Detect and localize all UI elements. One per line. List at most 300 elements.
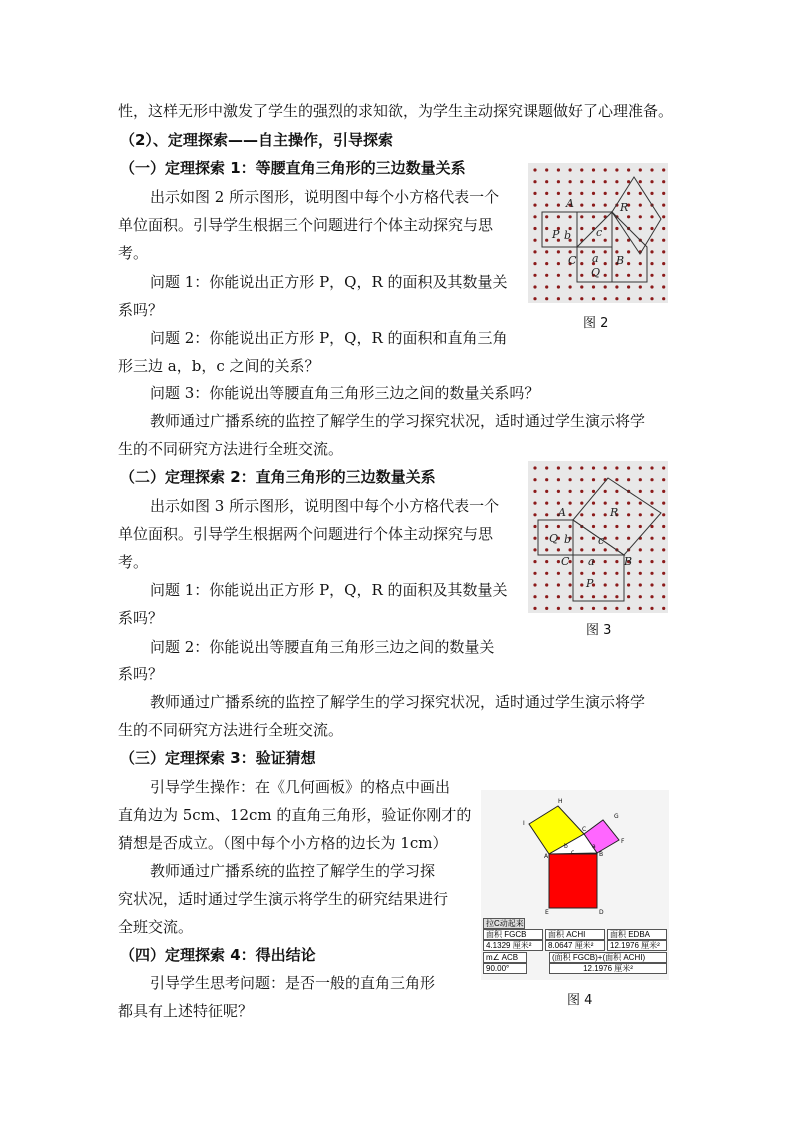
label-H: H [558,798,563,805]
grid-dot [557,250,560,253]
cell-value: 12.1976 厘米² [607,940,667,951]
grid-dot [580,490,583,493]
label-F: F [621,838,625,845]
grid-dot [639,490,642,493]
grid-dot [650,525,653,528]
grid-dot [592,537,595,540]
grid-dot [662,262,665,265]
grid-dot [533,607,536,610]
grid-dot [557,192,560,195]
grid-dot [615,525,618,528]
label-b: b [564,533,572,546]
grid-dot [545,525,548,528]
figure-3 [528,461,668,613]
grid-dot [627,180,630,183]
grid-dot [615,274,618,277]
cell-header: (面积 FGCB)+(面积 ACHI) [549,952,667,963]
grid-dot [569,180,572,183]
grid-dot [627,274,630,277]
cell-header: 面积 ACHI [545,929,605,940]
grid-dot [639,297,642,300]
grid-dot [650,548,653,551]
text-line: 教师通过广播系统的监控了解学生的学习探 [150,862,436,880]
grid-dot [569,285,572,288]
grid-dot [650,583,653,586]
grid-dot [545,239,548,242]
grid-dot [627,262,630,265]
grid-dot [604,168,607,171]
figure-3-grid [528,461,668,613]
section-heading: （2）、定理探索——自主操作，引导探索 [120,131,393,149]
grid-dot [569,490,572,493]
grid-dot [639,168,642,171]
grid-dot [580,297,583,300]
grid-dot [627,466,630,469]
label-R: R [610,506,619,519]
grid-dot [592,513,595,516]
grid-dot [557,548,560,551]
label-B: B [624,555,633,568]
section-heading: （三）定理探索 3：验证猜想 [120,749,316,767]
grid-dot [627,478,630,481]
grid-dot [557,607,560,610]
grid-dot [627,285,630,288]
grid-dot [580,227,583,230]
label-D: D [599,909,604,916]
grid-dot [639,560,642,563]
text-line: 系吗？ [118,609,164,627]
text-line: 问题 2：你能说出正方形 P，Q，R 的面积和直角三角 [150,329,508,347]
measurement-table [483,918,667,978]
label-I: I [523,820,525,827]
label-B: B [599,851,604,858]
grid-dot [545,168,548,171]
grid-dot [569,297,572,300]
grid-dot [650,215,653,218]
grid-dot [627,297,630,300]
grid-dot [650,274,653,277]
grid-dot [604,572,607,575]
grid-dot [545,513,548,516]
label-P: P [552,228,560,241]
cell-value: 90.00° [483,963,527,974]
grid-dot [569,583,572,586]
grid-dot [569,572,572,575]
grid-dot [557,502,560,505]
grid-dot [580,274,583,277]
grid-dot [604,297,607,300]
text-line: 教师通过广播系统的监控了解学生的学习探究状况，适时通过学生演示将学 [150,693,646,711]
label-B: B [616,254,625,267]
grid-dot [604,274,607,277]
grid-dot [592,180,595,183]
grid-dot [604,525,607,528]
label-C: C [568,254,577,267]
grid-dot [604,560,607,563]
grid-dot [650,227,653,230]
grid-dot [627,192,630,195]
grid-dot [650,168,653,171]
grid-dot [580,560,583,563]
grid-dot [580,204,583,207]
grid-dot [533,466,536,469]
grid-dot [604,285,607,288]
grid-dot [650,490,653,493]
grid-dot [545,607,548,610]
grid-dot [604,490,607,493]
grid-dot [639,548,642,551]
label-Q: Q [549,532,559,545]
text-line: 系吗？ [118,301,164,319]
label-A: A [544,853,549,860]
grid-dot [580,192,583,195]
grid-dot [557,490,560,493]
cell-value: 12.1976 厘米² [549,963,667,974]
grid-dot [615,478,618,481]
grid-dot [533,560,536,563]
grid-dot [533,595,536,598]
grid-dot [533,548,536,551]
grid-dot [545,262,548,265]
grid-dot [533,168,536,171]
grid-dot [639,192,642,195]
grid-dot [627,513,630,516]
grid-dot [650,595,653,598]
text-line: 系吗？ [118,665,164,683]
grid-dot [545,478,548,481]
text-line: 问题 2：你能说出等腰直角三角形三边之间的数量关 [150,638,495,656]
grid-dot [639,262,642,265]
figure-4-diagram [481,790,669,920]
text-line: 考。 [118,244,149,262]
square-q-region [612,212,647,282]
figure-3-caption: 图 3 [586,623,612,638]
grid-dot [662,502,665,505]
grid-dot [650,607,653,610]
grid-dot [545,227,548,230]
square-EDBA [549,854,597,908]
grid-dot [627,502,630,505]
grid-dot [627,572,630,575]
grid-dot [533,250,536,253]
grid-dot [569,192,572,195]
grid-dot [557,215,560,218]
grid-dot [533,537,536,540]
grid-dot [615,466,618,469]
grid-dot [615,168,618,171]
cell-value: 4.1329 厘米² [483,940,543,951]
grid-dot [650,513,653,516]
grid-dot [662,168,665,171]
label-A: A [566,197,574,210]
grid-dot [662,525,665,528]
grid-dot [627,215,630,218]
grid-dot [557,595,560,598]
label-R: R [620,201,629,214]
grid-dot [569,607,572,610]
cell-value: 8.0647 厘米² [545,940,605,951]
grid-dot [662,490,665,493]
grid-dot [580,478,583,481]
grid-dot [650,180,653,183]
grid-dot [662,560,665,563]
grid-dot [662,478,665,481]
figure-2 [528,163,668,303]
grid-dot [545,502,548,505]
grid-dot [557,466,560,469]
text-line: 全班交流。 [118,918,194,936]
text-line: 考。 [118,553,149,571]
text-line: 单位面积。引导学生根据三个问题进行个体主动探究与思 [118,216,494,234]
text-line: 直角边为 5cm、12cm 的直角三角形，验证你刚才的 [118,806,472,824]
grid-dot [627,168,630,171]
grid-dot [639,607,642,610]
grid-dot [557,180,560,183]
grid-dot [580,285,583,288]
grid-dot [533,215,536,218]
grid-dot [615,227,618,230]
grid-dot [615,583,618,586]
text-line: 生的不同研究方法进行全班交流。 [118,440,344,458]
text-line: 引导学生思考问题：是否一般的直角三角形 [150,974,436,992]
grid-dot [545,180,548,183]
grid-dot [604,262,607,265]
grid-dot [615,239,618,242]
grid-dot [533,239,536,242]
section-heading: （二）定理探索 2：直角三角形的三边数量关系 [120,468,436,486]
text-line: 出示如图 3 所示图形，说明图中每个小方格代表一个 [150,497,500,515]
grid-dot [557,297,560,300]
grid-dot [580,537,583,540]
grid-dot [557,262,560,265]
text-line: 生的不同研究方法进行全班交流。 [118,721,344,739]
grid-dot [533,180,536,183]
grid-dot [627,525,630,528]
grid-dot [533,274,536,277]
label-b: b [564,843,568,850]
grid-dot [639,572,642,575]
cell-header: 面积 EDBA [607,929,667,940]
label-c: c [571,849,575,856]
grid-dot [592,239,595,242]
grid-dot [650,466,653,469]
grid-dot [569,215,572,218]
grid-dot [545,595,548,598]
grid-dot [604,502,607,505]
text-line: 都具有上述特征呢？ [118,1002,254,1020]
grid-dot [615,490,618,493]
label-P: P [586,577,594,590]
grid-dot [545,297,548,300]
grid-dot [662,250,665,253]
grid-dot [533,285,536,288]
grid-dot [604,250,607,253]
grid-dot [592,502,595,505]
grid-dot [569,513,572,516]
figure-2-grid [528,163,668,303]
figure-2-caption: 图 2 [583,316,609,331]
grid-dot [545,285,548,288]
label-C: C [582,826,587,833]
grid-dot [545,192,548,195]
grid-dot [604,180,607,183]
text-line: 问题 1：你能说出正方形 P，Q，R 的面积及其数量关 [150,273,508,291]
grid-dot [639,180,642,183]
grid-dot [604,466,607,469]
grid-dot [650,285,653,288]
grid-dot [592,168,595,171]
grid-dot [557,204,560,207]
grid-dot [650,502,653,505]
grid-dot [592,215,595,218]
grid-dot [557,478,560,481]
grid-dot [592,607,595,610]
label-c: c [598,534,605,547]
grid-dot [639,215,642,218]
label-b: b [564,229,572,242]
grid-dot [545,560,548,563]
grid-dot [662,180,665,183]
grid-dot [639,274,642,277]
grid-dot [615,285,618,288]
grid-dot [662,285,665,288]
label-Q: Q [591,266,601,279]
grid-dot [604,513,607,516]
table-title-button[interactable]: 拉C动起来 [483,918,525,929]
grid-dot [604,227,607,230]
grid-dot [604,607,607,610]
text-line: 形三边 a，b，c 之间的关系？ [118,357,320,375]
grid-dot [557,525,560,528]
grid-dot [569,595,572,598]
label-a: a [588,555,595,568]
grid-dot [592,548,595,551]
grid-dot [662,215,665,218]
grid-dot [545,572,548,575]
grid-dot [569,274,572,277]
grid-dot [580,607,583,610]
text-line: 究状况，适时通过学生演示将学生的研究结果进行 [118,890,449,908]
label-E: E [545,909,549,916]
grid-dot [662,239,665,242]
grid-dot [662,595,665,598]
grid-dot [650,192,653,195]
grid-dot [569,478,572,481]
grid-dot [580,262,583,265]
grid-dot [604,192,607,195]
grid-dot [604,239,607,242]
grid-dot [545,250,548,253]
grid-dot [615,560,618,563]
grid-dot [627,607,630,610]
grid-dot [533,525,536,528]
cell-header: 面积 FGCB [483,929,543,940]
grid-dot [580,466,583,469]
grid-dot [533,227,536,230]
grid-dot [604,204,607,207]
text-line: 猜想是否成立。（图中每个小方格的边长为 1cm） [118,834,448,852]
grid-dot [592,490,595,493]
grid-dot [627,250,630,253]
grid-dot [662,607,665,610]
grid-dot [545,583,548,586]
grid-dot [662,192,665,195]
grid-dot [650,239,653,242]
grid-dot [557,583,560,586]
grid-dot [580,548,583,551]
grid-dot [580,168,583,171]
text-line: 出示如图 2 所示图形，说明图中每个小方格代表一个 [150,188,500,206]
grid-dot [592,525,595,528]
grid-dot [639,525,642,528]
grid-dot [662,466,665,469]
text-line: 引导学生操作：在《几何画板》的格点中画出 [150,778,451,796]
text-line: 单位面积。引导学生根据两个问题进行个体主动探究与思 [118,525,494,543]
grid-dot [650,560,653,563]
grid-dot [569,502,572,505]
grid-dot [615,595,618,598]
section-heading: （一）定理探索 1：等腰直角三角形的三边数量关系 [120,159,466,177]
grid-dot [650,572,653,575]
grid-dot [639,204,642,207]
grid-dot [580,250,583,253]
grid-dot [627,537,630,540]
grid-dot [545,537,548,540]
grid-dot [592,297,595,300]
grid-dot [662,572,665,575]
grid-dot [639,583,642,586]
grid-dot [592,572,595,575]
label-A: A [558,506,566,519]
grid-dot [604,583,607,586]
grid-dot [557,285,560,288]
grid-dot [557,168,560,171]
text-line: 问题 1：你能说出正方形 P，Q，R 的面积及其数量关 [150,581,508,599]
grid-dot [557,560,560,563]
grid-dot [533,502,536,505]
grid-dot [639,513,642,516]
text-line: 问题 3：你能说出等腰直角三角形三边之间的数量关系吗？ [150,384,540,402]
grid-dot [650,478,653,481]
figure-4 [481,790,669,980]
square-r [612,177,661,254]
grid-dot [580,572,583,575]
grid-dot [545,548,548,551]
grid-dot [604,595,607,598]
label-a: a [592,252,599,265]
grid-dot [650,262,653,265]
grid-dot [557,572,560,575]
grid-dot [650,297,653,300]
figure-4-caption: 图 4 [567,993,593,1008]
grid-dot [592,192,595,195]
grid-dot [569,548,572,551]
section-heading: （四）定理探索 4：得出结论 [120,946,316,964]
grid-dot [533,572,536,575]
grid-dot [580,583,583,586]
grid-dot [533,513,536,516]
grid-dot [533,192,536,195]
grid-dot [533,297,536,300]
grid-dot [662,297,665,300]
grid-dot [650,537,653,540]
grid-dot [580,502,583,505]
grid-dot [662,537,665,540]
grid-dot [662,274,665,277]
label-c: c [596,226,603,239]
label-G: G [614,813,619,820]
grid-dot [592,595,595,598]
